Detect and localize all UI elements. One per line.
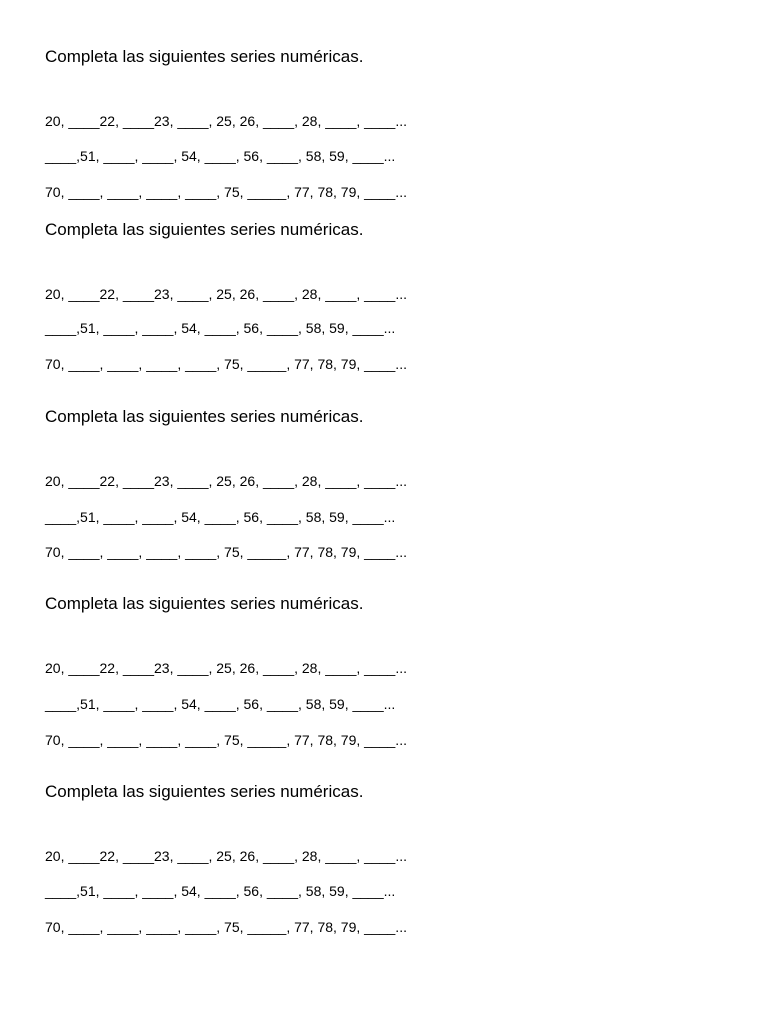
number-series-line: ____,51, ____, ____, 54, ____, 56, ____, 58, 59, ____... <box>45 509 396 525</box>
instruction-heading: Completa las siguientes series numéricas. <box>45 782 364 801</box>
number-series-line: 20, ____22, ____23, ____, 25, 26, ____, 28, ____, ____... <box>45 113 407 129</box>
instruction-heading: Completa las siguientes series numéricas. <box>45 47 364 66</box>
number-series-line: 70, ____, ____, ____, ____, 75, _____, 77, 78, 79, ____... <box>45 544 407 560</box>
number-series-line: 20, ____22, ____23, ____, 25, 26, ____, 28, ____, ____... <box>45 660 407 676</box>
instruction-heading: Completa las siguientes series numéricas. <box>45 594 364 613</box>
number-series-line: ____,51, ____, ____, 54, ____, 56, ____, 58, 59, ____... <box>45 696 396 712</box>
number-series-line: 70, ____, ____, ____, ____, 75, _____, 77, 78, 79, ____... <box>45 356 407 372</box>
number-series-line: 20, ____22, ____23, ____, 25, 26, ____, 28, ____, ____... <box>45 848 407 864</box>
number-series-line: 70, ____, ____, ____, ____, 75, _____, 77, 78, 79, ____... <box>45 732 407 748</box>
number-series-line: 20, ____22, ____23, ____, 25, 26, ____, 28, ____, ____... <box>45 473 407 489</box>
number-series-line: 70, ____, ____, ____, ____, 75, _____, 77, 78, 79, ____... <box>45 184 407 200</box>
number-series-line: ____,51, ____, ____, 54, ____, 56, ____, 58, 59, ____... <box>45 320 396 336</box>
number-series-line: 20, ____22, ____23, ____, 25, 26, ____, 28, ____, ____... <box>45 286 407 302</box>
number-series-line: 70, ____, ____, ____, ____, 75, _____, 77, 78, 79, ____... <box>45 919 407 935</box>
instruction-heading: Completa las siguientes series numéricas. <box>45 220 364 239</box>
number-series-line: ____,51, ____, ____, 54, ____, 56, ____, 58, 59, ____... <box>45 883 396 899</box>
instruction-heading: Completa las siguientes series numéricas. <box>45 407 364 426</box>
number-series-line: ____,51, ____, ____, 54, ____, 56, ____, 58, 59, ____... <box>45 148 396 164</box>
